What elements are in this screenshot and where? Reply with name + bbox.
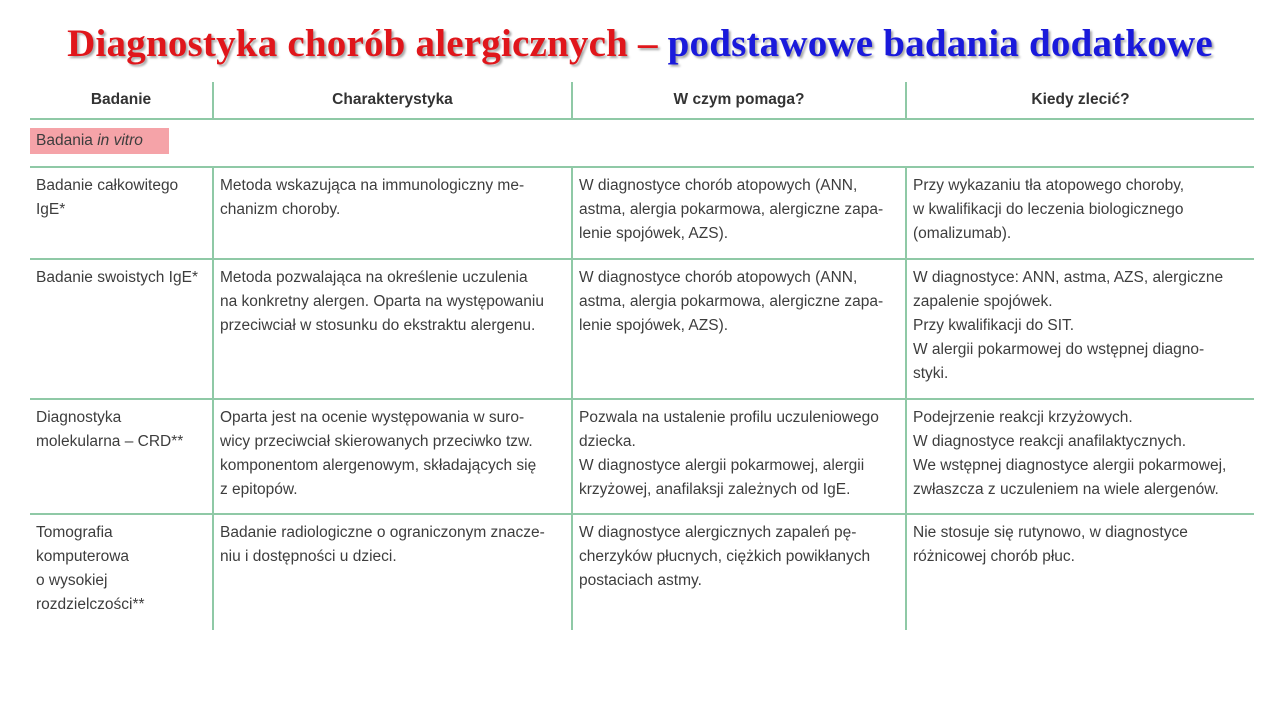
cell-line: lenie spojówek, AZS). — [579, 225, 729, 242]
cell-line: Diagnostyka — [36, 409, 122, 426]
cell-line: wicy przeciwciał skierowanych przeciwko tzw. — [220, 433, 533, 450]
cell-w-czym-pomaga — [572, 259, 906, 399]
title-part-red: Diagnostyka chorób alergicznych – — [67, 22, 668, 65]
cell-line: Pozwala na ustalenie profilu uczuleniowego — [579, 409, 879, 426]
cell-badanie — [30, 167, 213, 259]
header-charakterystyka: Charakterystyka — [213, 82, 572, 119]
cell-line: W diagnostyce: ANN, astma, AZS, alergiczne — [913, 269, 1224, 286]
cell-w-czym-pomaga — [572, 514, 906, 630]
cell-line: W diagnostyce alergicznych zapaleń pę- — [579, 524, 857, 541]
cell-line: Nie stosuje się rutynowo, w diagnostyce — [913, 524, 1188, 541]
cell-line: Przy wykazaniu tła atopowego choroby, — [913, 177, 1185, 194]
table-header-row — [30, 82, 1254, 119]
cell-line: astma, alergia pokarmowa, alergiczne zapa- — [579, 293, 884, 310]
cell-line: dziecka. — [579, 433, 636, 450]
cell-line: Metoda pozwalająca na określenie uczulenia — [220, 269, 528, 286]
cell-line: niu i dostępności u dzieci. — [220, 548, 397, 565]
cell-kiedy-zlecic — [906, 514, 1254, 630]
cell-line: Badanie radiologiczne o ograniczonym znacze- — [220, 524, 545, 541]
cell-line: na konkretny alergen. Oparta na występowaniu — [220, 293, 544, 310]
slide-title — [0, 18, 1280, 70]
cell-line: W diagnostyce chorób atopowych (ANN, — [579, 269, 858, 286]
header-w-czym-pomaga: W czym pomaga? — [572, 82, 906, 119]
cell-line: cherzyków płucnych, ciężkich powikłanych — [579, 548, 871, 565]
cell-line: Przy kwalifikacji do SIT. — [913, 317, 1075, 334]
table-row — [30, 167, 1254, 259]
cell-line: Oparta jest na ocenie występowania w suro- — [220, 409, 525, 426]
cell-line: rozdzielczości** — [36, 596, 145, 613]
cell-charakterystyka — [213, 167, 572, 259]
cell-line: lenie spojówek, AZS). — [579, 317, 729, 334]
cell-line: W diagnostyce reakcji anafilaktycznych. — [913, 433, 1187, 450]
cell-charakterystyka — [213, 514, 572, 630]
cell-line: chanizm choroby. — [220, 201, 341, 218]
diagnostics-table-container — [30, 82, 1254, 630]
cell-line: Badanie swoistych IgE* — [36, 269, 198, 286]
cell-line: o wysokiej — [36, 572, 108, 589]
cell-line: W diagnostyce chorób atopowych (ANN, — [579, 177, 858, 194]
cell-line: komputerowa — [36, 548, 130, 565]
cell-line: zapalenie spojówek. — [913, 293, 1053, 310]
cell-line: We wstępnej diagnostyce alergii pokarmowej, — [913, 457, 1227, 474]
cell-w-czym-pomaga — [572, 167, 906, 259]
section-label — [30, 128, 169, 154]
cell-charakterystyka — [213, 399, 572, 514]
section-label-prefix: Badania — [36, 132, 98, 149]
title-part-blue: podstawowe badania dodatkowe — [667, 22, 1213, 65]
diagnostics-table — [30, 82, 1254, 630]
cell-line: Tomografia — [36, 524, 113, 541]
cell-line: W diagnostyce alergii pokarmowej, alergii — [579, 457, 865, 474]
cell-line: W alergii pokarmowej do wstępnej diagno- — [913, 341, 1205, 358]
cell-line: astma, alergia pokarmowa, alergiczne zapa- — [579, 201, 884, 218]
cell-badanie — [30, 514, 213, 630]
cell-line: przeciwciał w stosunku do ekstraktu alergenu. — [220, 317, 536, 334]
cell-line: krzyżowej, anafilaksji zależnych od IgE. — [579, 481, 851, 498]
cell-kiedy-zlecic — [906, 259, 1254, 399]
cell-kiedy-zlecic — [906, 399, 1254, 514]
header-badanie: Badanie — [30, 82, 213, 119]
table-row — [30, 514, 1254, 630]
cell-line: Metoda wskazująca na immunologiczny me- — [220, 177, 525, 194]
cell-w-czym-pomaga — [572, 399, 906, 514]
cell-line: Podejrzenie reakcji krzyżowych. — [913, 409, 1133, 426]
cell-line: (omalizumab). — [913, 225, 1012, 242]
cell-line: zwłaszcza z uczuleniem na wiele alergenów. — [913, 481, 1219, 498]
section-label-italic: in vitro — [97, 132, 143, 149]
cell-line: w kwalifikacji do leczenia biologicznego — [913, 201, 1184, 218]
cell-line: Badanie całkowitego — [36, 177, 179, 194]
cell-kiedy-zlecic — [906, 167, 1254, 259]
cell-line: styki. — [913, 365, 949, 382]
header-kiedy-zlecic: Kiedy zlecić? — [906, 82, 1254, 119]
cell-line: molekularna – CRD** — [36, 433, 184, 450]
cell-badanie — [30, 399, 213, 514]
cell-line: postaciach astmy. — [579, 572, 702, 589]
table-row — [30, 259, 1254, 399]
section-cell — [30, 119, 1254, 167]
cell-line: IgE* — [36, 201, 66, 218]
cell-badanie — [30, 259, 213, 399]
cell-line: komponentom alergenowym, składających się — [220, 457, 537, 474]
cell-line: różnicowej chorób płuc. — [913, 548, 1075, 565]
section-row-in-vitro — [30, 119, 1254, 167]
table-row — [30, 399, 1254, 514]
cell-line: z epitopów. — [220, 481, 298, 498]
cell-charakterystyka — [213, 259, 572, 399]
